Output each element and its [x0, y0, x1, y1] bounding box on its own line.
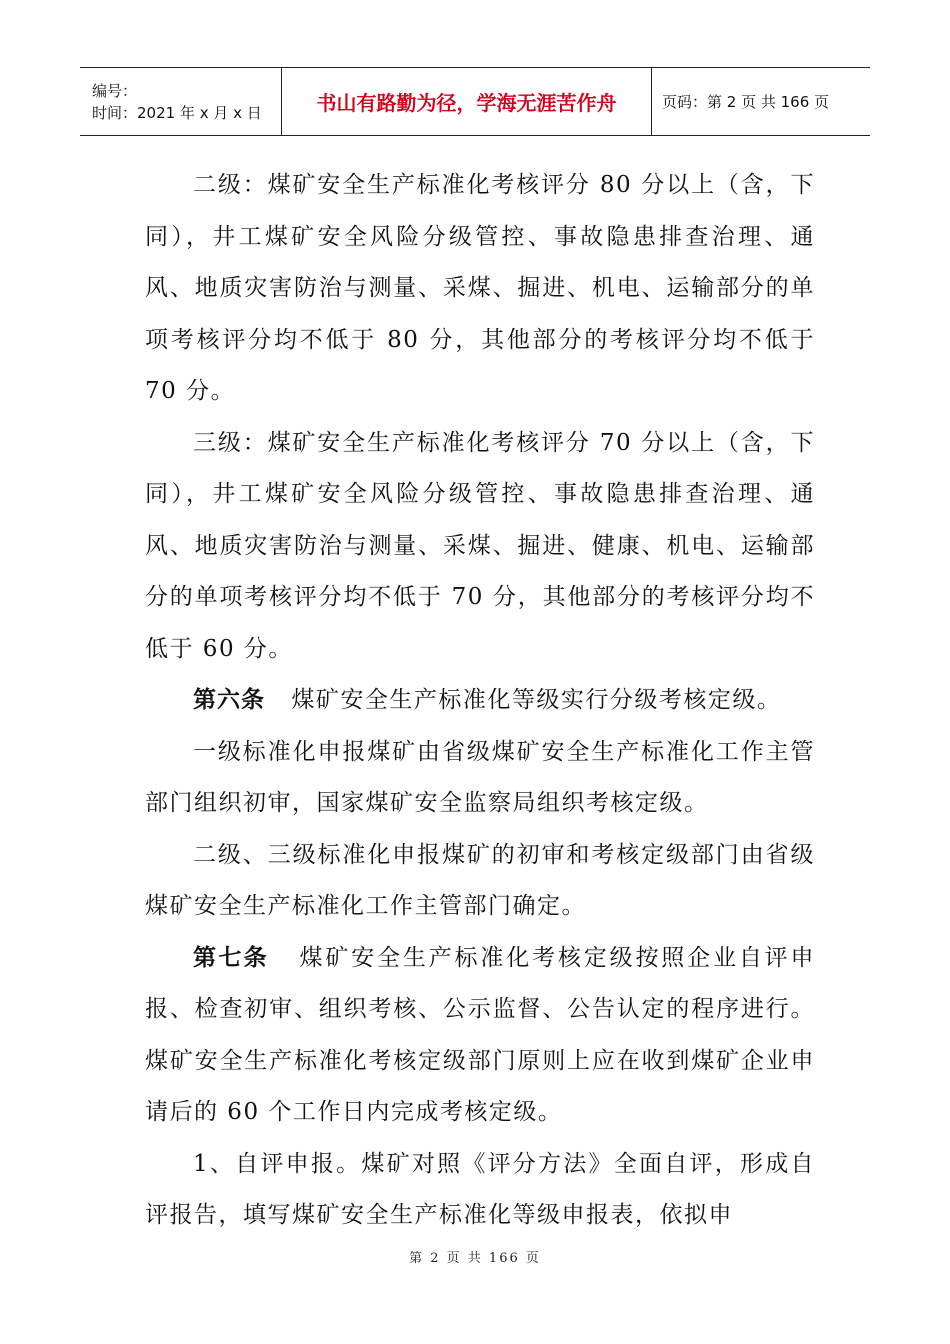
header-meta: [80, 68, 282, 135]
paragraph: [145, 933, 815, 1139]
footer-page-number: 第 2 页 共 166 页: [409, 1251, 541, 1266]
page-header: [80, 67, 870, 136]
header-page-info: [652, 68, 870, 135]
paragraph-text: 一级标准化申报煤矿由省级煤矿安全生产标准化工作主管部门组织初审，国家煤矿安全监察局组织考核定级。: [145, 738, 815, 816]
paragraph: [145, 1139, 815, 1242]
paragraph: [145, 727, 815, 830]
paragraph-text: 二级、三级标准化申报煤矿的初审和考核定级部门由省级煤矿安全生产标准化工作主管部门确定。: [145, 841, 815, 919]
motto-text: 书山有路勤为径，学海无涯苦作舟: [316, 91, 617, 115]
header-motto: [282, 68, 652, 135]
paragraph: [145, 675, 815, 727]
paragraph-text: 煤矿安全生产标准化等级实行分级考核定级。: [265, 687, 782, 713]
paragraph-text: 煤矿安全生产标准化考核定级按照企业自评申报、检查初审、组织考核、公示监督、公告认定的程序进行。煤矿安全生产标准化考核定级部门原则上应在收到煤矿企业申请后的 60 个工作日内完成考核定级。: [145, 944, 815, 1125]
paragraph: [145, 830, 815, 933]
paragraph: [145, 160, 824, 418]
document-body: [145, 160, 824, 1242]
document-number-label: 编号：: [92, 81, 138, 100]
paragraph-text: 二级：煤矿安全生产标准化考核评分 80 分以上（含，下同），井工煤矿安全风险分级管控、事故隐患排查治理、通风、地质灾害防治与测量、采煤、掘进、机电、运输部分的单项考核评分均不低于 80 分，其他部分的考核评分均不低于 70 分。: [145, 172, 824, 404]
page-info-text: 页码：第 2 页 共 166 页: [662, 93, 830, 111]
paragraph-text: 1、自评申报。煤矿对照《评分方法》全面自评，形成自评报告，填写煤矿安全生产标准化等级申报表，依拟申: [145, 1150, 815, 1228]
page-footer: [0, 1247, 950, 1266]
paragraph-text: 三级：煤矿安全生产标准化考核评分 70 分以上（含，下同），井工煤矿安全风险分级管控、事故隐患排查治理、通风、地质灾害防治与测量、采煤、掘进、健康、机电、运输部分的单项考核评分均不低于 70 分，其他部分的考核评分均不低于 60 分。: [145, 429, 815, 662]
article-heading: 第六条: [193, 687, 265, 713]
document-date: 时间：2021 年 x 月 x 日: [92, 103, 262, 122]
article-heading: 第七条: [193, 944, 270, 971]
paragraph: [145, 418, 815, 676]
